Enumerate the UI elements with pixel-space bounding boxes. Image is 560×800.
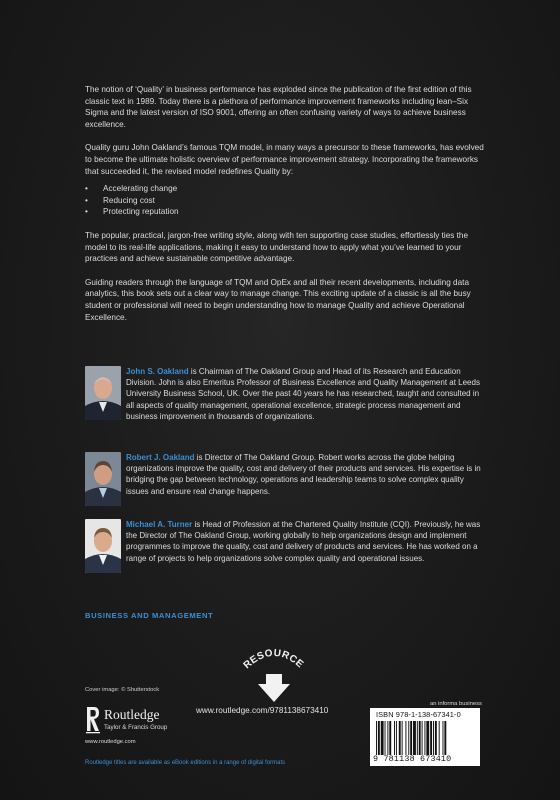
author-photo <box>85 366 121 420</box>
benefit-list <box>85 183 485 218</box>
resources-url[interactable]: www.routledge.com/9781138673410 <box>196 706 329 715</box>
routledge-logo <box>85 705 195 737</box>
publisher-url[interactable]: www.routledge.com <box>85 739 136 745</box>
description-paragraph-3: The popular, practical, jargon-free writing style, along with ten supporting case studies, effortlessly ties the model to its real-life applications, making it easy to understand how to apply what you’ve learned to your practices and achieve sustainable competitive advantage. <box>85 230 469 264</box>
book-description <box>85 84 485 335</box>
publisher-name: Routledge <box>104 707 160 722</box>
author-bio <box>126 366 486 422</box>
barcode-bars <box>374 721 476 755</box>
author-name: Robert J. Oakland <box>126 453 195 462</box>
author-photo <box>85 452 121 506</box>
author-bio <box>126 519 486 564</box>
description-paragraph-2: Quality guru John Oakland’s famous TQM model, in many ways a precursor to these frameworks, has evolved to become the ultimate holistic overview of performance improvement strategy. Incorporating the frameworks that succeeded it, the revised model redefines Quality by: <box>85 143 484 176</box>
description-paragraph-1: The notion of ‘Quality’ in business performance has exploded since the publication of the first edition of this classic text in 1989. Today there is a plethora of performance improvement frameworks including lean–Six Sigma and the latest version of ISO 9001, offering an often confusing variety of ways to achieve business excellence. <box>85 85 472 129</box>
benefit-item: • Reducing cost <box>85 195 485 207</box>
eresources-label: RESOURCE <box>241 647 306 672</box>
author-bio <box>126 452 486 497</box>
author-photo <box>85 519 121 573</box>
author-name: Michael A. Turner <box>126 520 193 529</box>
svg-text:eRESOURCES <box>234 640 305 671</box>
cover-credit: Cover image: © Shutterstock <box>85 687 160 693</box>
download-arrow-icon <box>234 640 314 710</box>
author-name: John S. Oakland <box>126 367 189 376</box>
author-bio-text: is Director of The Oakland Group. Robert works across the globe helping organizations improve the quality, cost and delivery of their products and services. His expertise is in bridging the gap between technology, operations and leadership teams to solve complex quality issues and ensure real change happens. <box>126 453 481 496</box>
isbn-text: ISBN 978-1-138-67341-0 <box>376 710 461 719</box>
benefit-item: • Protecting reputation <box>85 206 485 218</box>
author-bio-text: is Head of Profession at the Chartered Quality Institute (CQI). Previously, he was the Director of The Oakland Group, working globally to help organizations design and implement programmes to improve the quality, cost and delivery of products and services. He has worked on a range of projects to help organizations solve complex quality and operational issues. <box>126 520 481 563</box>
description-paragraph-4: Guiding readers through the language of TQM and OpEx and all their recent developments, including data analytics, this book sets out a clear way to manage change. This exciting update of a classic is all the busy student or professional will need to begin understanding how to manage Quality and achieve Operational Excellence. <box>85 277 471 322</box>
isbn-barcode <box>370 708 480 766</box>
author-bio-text: is Chairman of The Oakland Group and Head of its Research and Education Division. John is also Emeritus Professor of Business Excellence and Quality Management at Leeds University Business School, UK. Over the past 40 years he has researched, taught and consulted in all aspects of quality management, operational excellence, strategic process management and business improvement in thousands of organizations. <box>126 367 480 421</box>
informa-label: an informa business <box>430 701 482 707</box>
routledge-r-icon <box>85 705 101 735</box>
barcode-number: 9 781138 673410 <box>373 754 452 764</box>
ebook-note: Routledge titles are available as eBook editions in a range of digital formats <box>85 760 286 766</box>
subject-category: BUSINESS AND MANAGEMENT <box>85 611 214 620</box>
eresources-badge <box>234 640 314 710</box>
benefit-item: • Accelerating change <box>85 183 485 195</box>
publisher-subtitle: Taylor & Francis Group <box>104 724 168 731</box>
